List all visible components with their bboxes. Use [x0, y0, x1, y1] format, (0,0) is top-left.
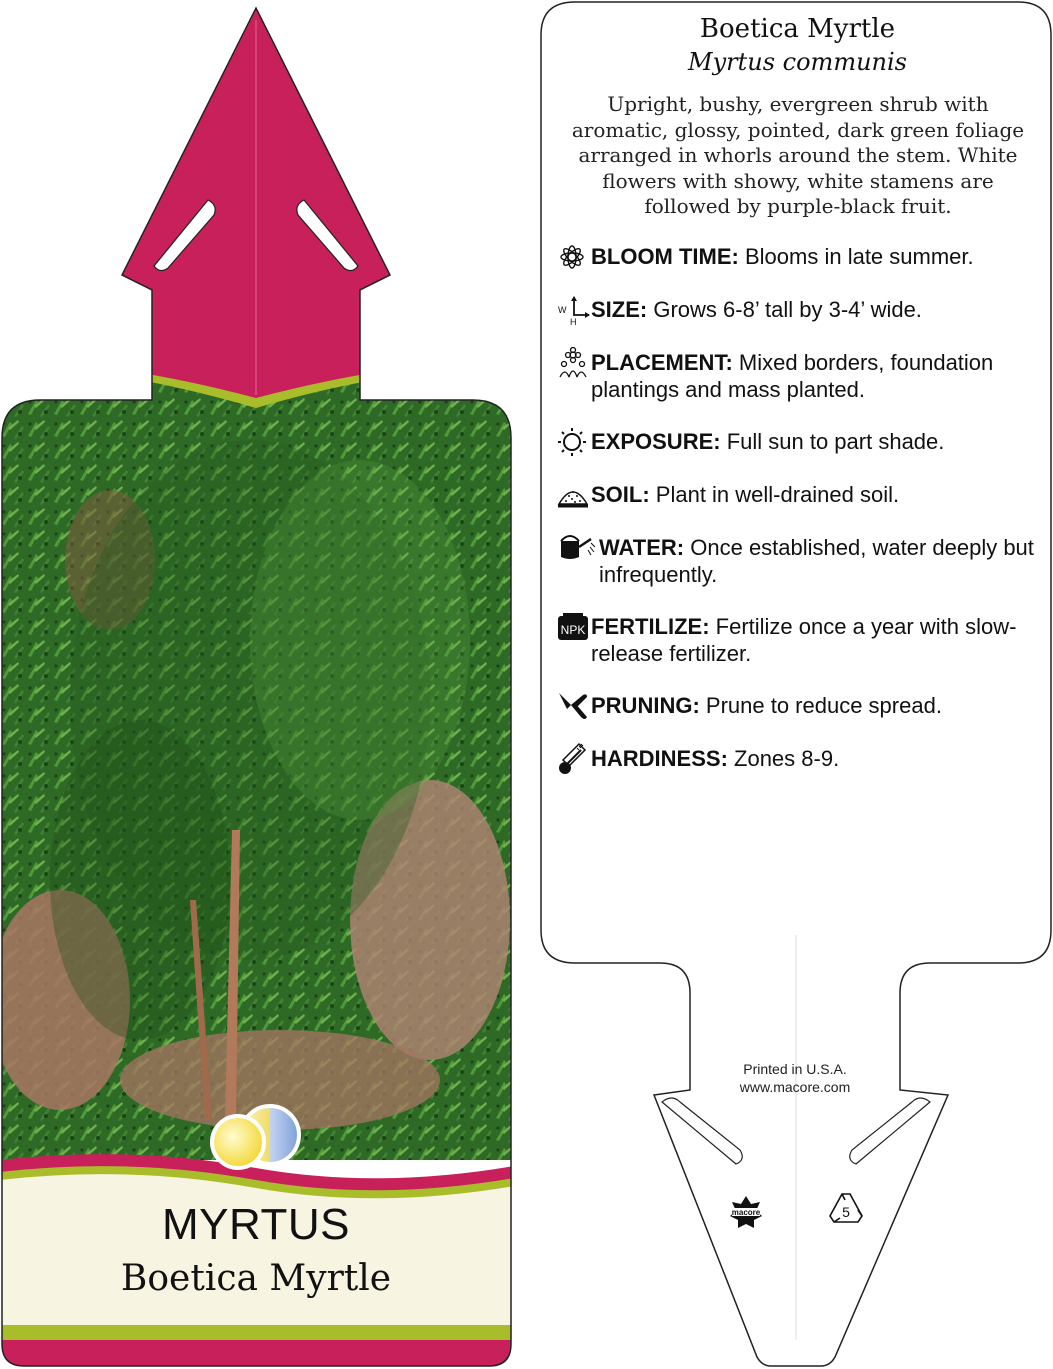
care-text: Plant in well-drained soil.	[649, 482, 900, 507]
svg-text:5: 5	[842, 1204, 850, 1220]
care-label: PLACEMENT:	[591, 350, 733, 375]
care-soil	[557, 481, 1037, 509]
pruners-icon	[557, 692, 591, 720]
care-text: Once established, water deeply but infrequently.	[599, 535, 1034, 587]
care-bloom-time	[557, 243, 1037, 271]
care-label: WATER:	[599, 535, 685, 560]
care-text: Full sun to part shade.	[720, 429, 945, 454]
soil-icon	[557, 481, 591, 509]
care-text: Grows 6-8’ tall by 3-4’ wide.	[647, 297, 922, 322]
front-common-name: Boetica Myrtle	[120, 1258, 392, 1299]
care-water	[557, 534, 1037, 588]
care-placement	[557, 349, 1037, 403]
care-label: EXPOSURE:	[591, 429, 721, 454]
printed-info	[690, 1060, 900, 1096]
care-label: FERTILIZE:	[591, 614, 710, 639]
website: www.macore.com	[739, 1079, 851, 1095]
care-text: Prune to reduce spread.	[699, 693, 942, 718]
svg-text:NPK: NPK	[560, 623, 586, 637]
back-description: Upright, bushy, evergreen shrub with aromatic, glossy, pointed, dark green foliage arranged in whorls around the stem. White flowers with showy, white stamens are followed by purple-black fruit.	[571, 92, 1025, 219]
size-arrows-icon	[557, 296, 591, 324]
care-fertilize	[557, 613, 1037, 667]
thermometer-icon	[557, 745, 591, 773]
care-pruning	[557, 692, 1037, 720]
placement-flowers-icon	[557, 349, 591, 377]
back-latin-name: Myrtus communis	[688, 48, 907, 76]
plant-photo	[0, 360, 520, 1160]
care-label: HARDINESS:	[591, 746, 728, 771]
svg-text:H: H	[570, 317, 577, 325]
care-hardiness	[557, 745, 1037, 773]
care-label: SOIL:	[591, 482, 650, 507]
care-text: Blooms in late summer.	[738, 244, 974, 269]
care-label: SIZE:	[591, 297, 648, 322]
svg-text:W: W	[558, 305, 567, 315]
flower-icon	[557, 243, 591, 271]
care-size	[557, 296, 1037, 324]
care-text: Fertilize once a year with slow-release fertilizer.	[591, 614, 1017, 666]
care-label: PRUNING:	[591, 693, 700, 718]
front-genus-name: MYRTUS	[162, 1200, 350, 1249]
svg-text:macore: macore	[731, 1208, 761, 1217]
care-label: BLOOM TIME:	[591, 244, 739, 269]
care-text: Zones 8-9.	[727, 746, 840, 771]
care-text: Mixed borders, foundation plantings and mass planted.	[591, 350, 994, 402]
watering-can-icon	[557, 534, 599, 562]
npk-fertilizer-icon	[557, 613, 591, 641]
printed-in: Printed in U.S.A.	[743, 1061, 847, 1077]
care-exposure	[557, 428, 1037, 456]
sun-icon	[557, 428, 591, 456]
back-title: Boetica Myrtle	[699, 14, 896, 44]
